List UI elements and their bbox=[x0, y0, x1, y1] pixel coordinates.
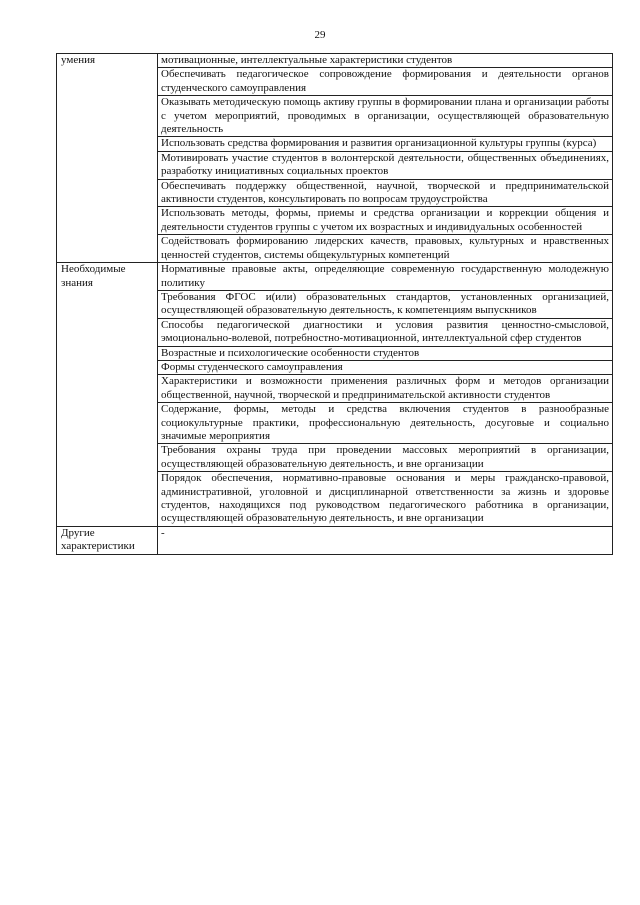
table-cell: Обеспечивать педагогическое сопровождение формирования и деятельности органов студенческого самоуправления bbox=[158, 68, 613, 96]
section-label-knowledge: Необходимые знания bbox=[57, 263, 158, 527]
table-cell: Характеристики и возможности применения различных форм и методов организации общественной, научной, творческой и предпринимательской активности студентов bbox=[158, 375, 613, 403]
table-cell: Содержание, формы, методы и средства включения студентов в разнообразные социокультурные практики, профессиональную деятельность, досуговые и социально значимые мероприятия bbox=[158, 403, 613, 444]
table-row bbox=[57, 54, 613, 68]
table-row bbox=[57, 526, 613, 554]
table-cell: Порядок обеспечения, нормативно-правовые основания и меры гражданско-правовой, административной, уголовной и дисциплинарной ответственности за жизнь и здоровье студентов, находящихся под руководством педагогического работника в организации, осуществляющей образовательную деятельность, и вне организации bbox=[158, 472, 613, 527]
table-cell: Требования ФГОС и(или) образовательных стандартов, установленных организацией, осуществляющей образовательную деятельность, к компетенциям выпускников bbox=[158, 290, 613, 318]
table-cell: Обеспечивать поддержку общественной, научной, творческой и предпринимательской активности студентов, консультировать по вопросам трудоустройства bbox=[158, 179, 613, 207]
table-cell: Использовать методы, формы, приемы и средства организации и коррекции общения и деятельности студентов группы с учетом их возрастных и индивидуальных особенностей bbox=[158, 207, 613, 235]
section-label-other: Другие характеристики bbox=[57, 526, 158, 554]
table-cell: Оказывать методическую помощь активу группы в формировании плана и организации работы с учетом мероприятий, проводимых в организации, осуществляющей образовательную деятельность bbox=[158, 96, 613, 137]
table-cell: Возрастные и психологические особенности студентов bbox=[158, 346, 613, 360]
table-cell: мотивационные, интеллектуальные характеристики студентов bbox=[158, 54, 613, 68]
table-cell: Содействовать формированию лидерских качеств, правовых, культурных и нравственных ценностей студентов, системы общекультурных компетенций bbox=[158, 235, 613, 263]
table-cell: Нормативные правовые акты, определяющие современную государственную молодежную политику bbox=[158, 263, 613, 291]
section-label-skills: умения bbox=[57, 54, 158, 263]
table-cell: Мотивировать участие студентов в волонтерской деятельности, общественных объединениях, разработку инициативных социальных проектов bbox=[158, 151, 613, 179]
table-cell: Способы педагогической диагностики и условия развития ценностно-смысловой, эмоционально-волевой, потребностно-мотивационной, интеллектуальной сфер студентов bbox=[158, 318, 613, 346]
table-cell: Требования охраны труда при проведении массовых мероприятий в организации, осуществляющей образовательную деятельность, и вне организации bbox=[158, 444, 613, 472]
table-cell: Использовать средства формирования и развития организационной культуры группы (курса) bbox=[158, 137, 613, 151]
table-cell: - bbox=[158, 526, 613, 554]
characteristics-table bbox=[56, 53, 613, 555]
table-cell: Формы студенческого самоуправления bbox=[158, 360, 613, 374]
page-number: 29 bbox=[314, 29, 326, 41]
table-row bbox=[57, 263, 613, 291]
